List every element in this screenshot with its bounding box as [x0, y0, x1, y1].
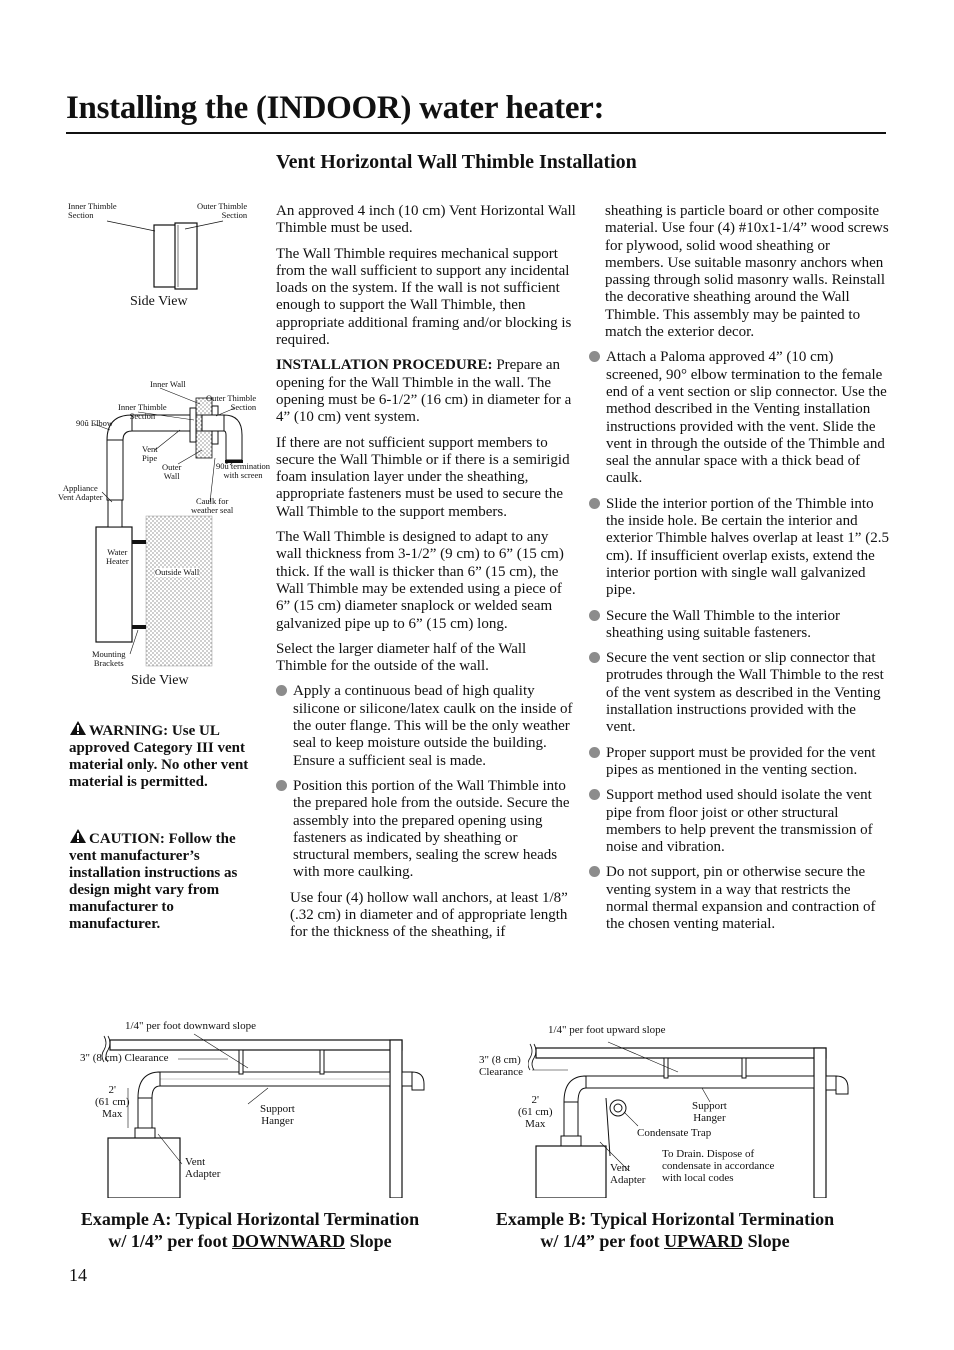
water-heater-label: Water Heater	[106, 547, 129, 566]
warning-icon	[69, 720, 87, 736]
procedure-heading: INSTALLATION PROCEDURE:	[276, 357, 493, 374]
caption-a-line1: Example A: Typical Horizontal Termination	[80, 1209, 420, 1229]
bullet-icon	[589, 498, 600, 509]
paragraph: The Wall Thimble is designed to adapt to any wall thickness from 3-1/2” (9 cm) to 6” (15 cm) thick. If the wall is thicker than 6” (15 cm), the Wall Thimble may be extended using a piece of 6” (15 cm) diameter snaplock or welded seam galvanized pipe up to 6” (15 cm) long.	[276, 529, 564, 632]
max-label-a: 2' (61 cm) Max	[95, 1084, 130, 1120]
drain-label-b: To Drain. Dispose of condensate in accordance with local codes	[662, 1148, 775, 1184]
list-item: Support method used should isolate the vent pipe from floor joist or other structural members to help prevent the transmission of noise and vibration.	[589, 787, 889, 856]
paragraph: sheathing is particle board or other composite material. Use four (4) #10x1-1/4” wood screws for plywood, solid wood sheathing or members. Use suitable masonry anchors when passing through solid masonry walls. Reinstall the decorative sheathing around the Wall Thimble. This assembly may be painted to match the exterior decor.	[605, 203, 889, 341]
paragraph: Select the larger diameter half of the Wall Thimble for the outside of the wall.	[276, 640, 527, 675]
side-view-label: Side View	[130, 294, 188, 309]
inner-thimble-label: Inner Thimble Section	[68, 201, 117, 220]
max-label-b: 2' (61 cm) Max	[518, 1094, 553, 1130]
brackets-label: Mounting Brackets	[92, 649, 126, 668]
bullet-icon	[589, 789, 600, 800]
caulk-label: Caulk for weather seal	[191, 496, 234, 515]
outer-thimble-label: Outer Thimble Section	[197, 201, 248, 220]
bullet-icon	[589, 610, 600, 621]
caption-b	[475, 1208, 855, 1252]
paragraph: Use four (4) hollow wall anchors, at least 1/8” (.32 cm) in diameter and of appropriate length for the thickness of the sheathing, if	[290, 889, 568, 941]
adapter-label: Appliance Vent Adapter	[58, 483, 103, 502]
warning-text: Use UL approved Category III vent material only. No other vent material is permitted.	[69, 723, 249, 790]
paragraph: INSTALLATION PROCEDURE: Prepare an opening for the Wall Thimble in the wall. The opening must be 6-1/2” (16 cm) in diameter for a 4” (10 cm) vent system.	[276, 357, 572, 426]
caution-text: Follow the vent manufacturer’s installation instructions as design might vary from manufacturer to manufacturer.	[69, 831, 238, 932]
trap-label-b: Condensate Trap	[637, 1127, 712, 1139]
bullet-icon	[276, 780, 287, 791]
list-item: Apply a continuous bead of high quality silicone or silicone/latex caulk on the inside of the outer flange. This will be the only weather seal to keep moisture outside the building. Ensure a sufficient seal is made.	[276, 683, 576, 769]
adapter-label-b: Vent Adapter	[610, 1162, 646, 1186]
text-column-right	[589, 203, 889, 942]
hanger-label-a: Support Hanger	[260, 1103, 295, 1127]
caption-b-line2: w/ 1/4” per foot UPWARD Slope	[540, 1231, 790, 1251]
caption-a	[60, 1208, 440, 1252]
slope-label-b: 1/4" per foot upward slope	[548, 1024, 666, 1036]
caution-box	[69, 828, 259, 933]
clearance-label-a: 3" (8 cm) Clearance	[80, 1052, 169, 1064]
page-title: Installing the (INDOOR) water heater:	[66, 90, 605, 126]
title-rule	[66, 132, 886, 134]
vent-pipe-label: Vent Pipe	[142, 444, 158, 463]
section-title: Vent Horizontal Wall Thimble Installation	[276, 151, 637, 173]
list-item: Position this portion of the Wall Thimble into the prepared hole from the outside. Secure the assembly into the prepared opening using fasteners as indicated by sheathing or structural members, sealing the screw heads with more caulking.	[276, 778, 576, 882]
caption-a-line2: w/ 1/4” per foot DOWNWARD Slope	[108, 1231, 392, 1251]
caution-icon	[69, 828, 87, 844]
paragraph: An approved 4 inch (10 cm) Vent Horizontal Wall Thimble must be used.	[276, 203, 576, 237]
inner-wall-label: Inner Wall	[150, 379, 186, 389]
list-item: Secure the vent section or slip connector that protrudes through the Wall Thimble to the rest of the vent system as described in the Venting installation instructions provided with the vent.	[589, 650, 889, 736]
list-item: Secure the Wall Thimble to the interior sheathing using suitable fasteners.	[589, 608, 889, 643]
slope-label-a: 1/4" per foot downward slope	[125, 1020, 256, 1032]
bullet-icon	[589, 351, 600, 362]
list-item: Do not support, pin or otherwise secure the venting system in a way that restricts the normal thermal expansion and contraction of the chosen venting material.	[589, 864, 889, 933]
caution-heading: CAUTION:	[89, 831, 165, 847]
bullet-icon	[589, 747, 600, 758]
caption-b-line1: Example B: Typical Horizontal Termination	[495, 1209, 835, 1229]
bullet-icon	[589, 866, 600, 877]
termination-label: 90û termination with screen	[216, 461, 271, 480]
clearance-label-b: 3" (8 cm) Clearance	[479, 1054, 523, 1078]
bullet-icon	[276, 685, 287, 696]
warning-box	[69, 720, 269, 791]
list-item: Attach a Paloma approved 4” (10 cm) screened, 90° elbow termination to the female end of a vent section or slip connector. Use the method described in the Venting installation instructions provided with the vent. Slide the vent in through the outside of the Thimble and seal the annular space with a thick bead of caulk.	[589, 349, 889, 487]
elbow-label: 90û Elbow	[76, 418, 114, 428]
paragraph: The Wall Thimble requires mechanical support from the wall sufficient to support any incidental loads on the system. If the wall is not sufficient enough to support the Wall Thimble, then appropriate additional framing and/or blocking is required.	[276, 245, 572, 349]
paragraph: If there are not sufficient support members to secure the Wall Thimble or if there is a semirigid foam insulation layer under the sheathing, appropriate fasteners must be used to secure the Wall Thimble to the support members.	[276, 434, 570, 520]
list-item: Proper support must be provided for the vent pipes as mentioned in the venting section.	[589, 745, 889, 780]
warning-heading: WARNING:	[89, 723, 169, 739]
page-number: 14	[69, 1265, 87, 1285]
text-column-middle	[276, 203, 576, 950]
outer-wall-label: Outer Wall	[162, 462, 182, 481]
outer-thimble-label-2: Outer Thimble Section	[206, 393, 257, 412]
inner-thimble-label-2: Inner Thimble Section	[118, 402, 167, 421]
hanger-label-b: Support Hanger	[692, 1100, 727, 1124]
bullet-icon	[589, 652, 600, 663]
adapter-label-a: Vent Adapter	[185, 1156, 221, 1180]
list-item: Slide the interior portion of the Thimble into the inside hole. Be certain the interior and exterior Thimble halves overlap at least 1” (2.5 cm). If insufficient overlap exists, extend the interior portion with single wall galvanized pipe.	[589, 496, 889, 600]
outside-wall-label: Outside Wall	[155, 567, 200, 577]
side-view-label-2: Side View	[131, 673, 189, 688]
